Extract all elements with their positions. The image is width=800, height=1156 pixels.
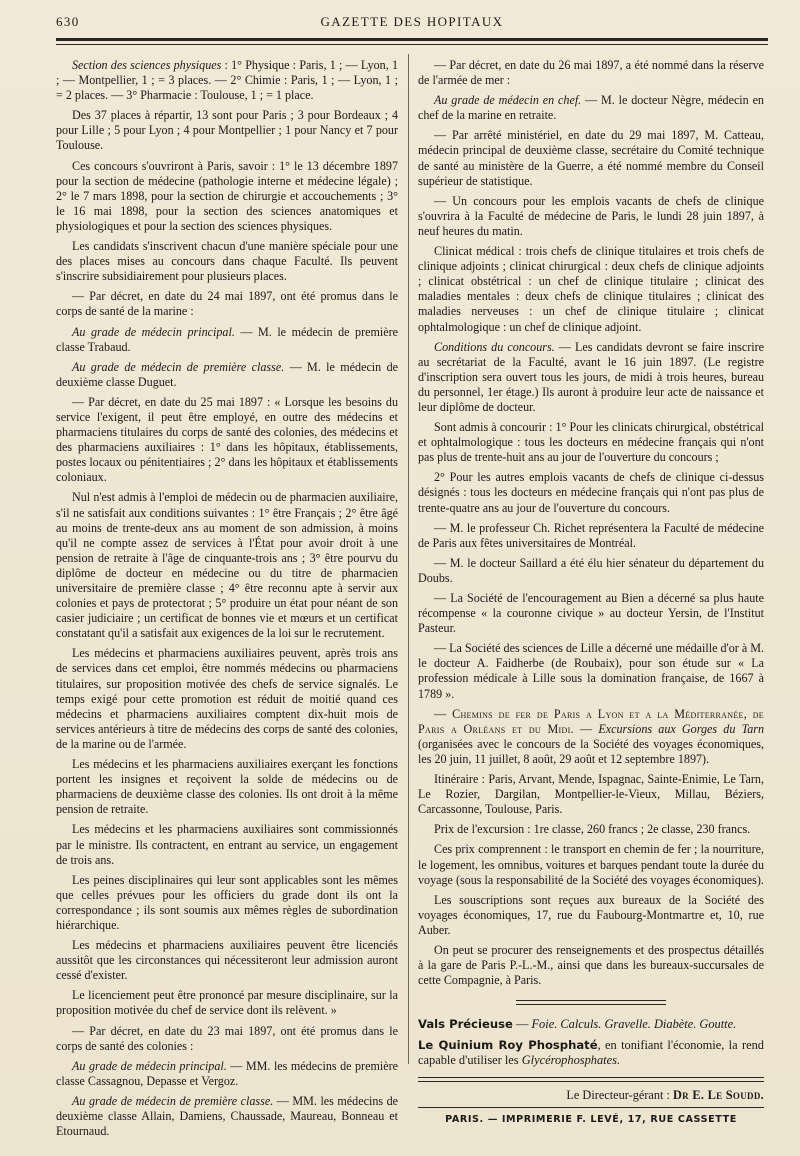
ad-line (418, 1038, 764, 1069)
page-number: 630 (56, 14, 80, 29)
paragraph: Les médecins et les pharmaciens auxiliaires sont commissionnés par le ministre. Ils contractent, en entrant au service, un engagement de trois ans. (56, 822, 398, 867)
grade-label: Au grade de médecin en chef. (434, 93, 582, 108)
paragraph (418, 340, 764, 415)
paragraph: — Par décret, en date du 23 mai 1897, ont été promus dans le corps de santé des colonies : (56, 1023, 398, 1053)
column-divider (408, 54, 409, 1064)
paragraph (56, 1059, 398, 1089)
paragraph-text: — Les candidats devront se faire inscrire au secrétariat de la Faculté, avant le 16 juin 1897. (Le registre d'inscription sera ouvert tous les jours, de midi à trois heures, bureau du personnel, 1er étage.) Ils auront à produire leur acte de naissance et leur diplôme de docteur. (418, 339, 764, 414)
grade-label: Au grade de médecin principal. (72, 324, 235, 339)
paragraph: On peut se procurer des renseignements et des prospectus détaillés à la gare de Paris P.-L.-M., ainsi que dans les bureaux-succursales de cette Compagnie, à Paris. (418, 942, 764, 988)
paragraph-text: — M. le docteur Nègre, médecin en chef de la marine en retraite. (418, 93, 764, 123)
printer-imprint: PARIS. — IMPRIMERIE F. LEVÉ, 17, RUE CASSETTE (445, 1114, 737, 1126)
paragraph-text: — MM. les médecins de deuxième classe Allain, Damiens, Chaussade, Maureau, Bonneau et Etournaud. (56, 1093, 399, 1139)
ad-line: Vals Précieuse — Foie. Calculs. Gravelle. Diabète. Goutte. (418, 1017, 737, 1032)
page-header (56, 14, 768, 36)
paragraph: — Un concours pour les emplois vacants de chefs de clinique s'ouvrira à la Faculté de médecine de Paris, le lundi 28 juin 1897, à neuf heures du matin. (418, 193, 764, 238)
paragraph: Ces prix comprennent : le transport en chemin de fer ; la nourriture, le logement, les omnibus, voitures et barques pendant toute la durée du voyage (sous la responsabilité de la Société des voyages économiques). (418, 842, 764, 887)
paragraph (418, 93, 764, 123)
paragraph: 2° Pour les autres emplois vacants de chefs de clinique ci-dessus désignés : tous les docteurs en médecine français qui n'ont pas plus de trente-quatre ans au jour de l'ouverture du concours. (418, 470, 764, 515)
railway-label: — Chemins de fer de Paris a Lyon et a la Méditerranée, de Paris a Orléans et du Midi. (418, 706, 764, 736)
paragraph (56, 360, 398, 390)
left-column (56, 58, 398, 1144)
header-rule-thin (56, 44, 768, 45)
paragraph: Itinéraire : Paris, Arvant, Mende, Ispagnac, Sainte-Enimie, Le Tarn, Le Rozier, Dargilan, Montpellier-le-Vieux, Millau, Béziers, Carcassonne, Toulouse, Paris. (418, 772, 764, 817)
paragraph: Les candidats s'inscrivent chacun d'une manière spéciale pour une des places mises au concours dans chaque Faculté. Ils peuvent s'inscrire subsidiairement pour plusieurs places. (56, 239, 398, 284)
grade-label: Au grade de médecin de première classe. (72, 359, 285, 374)
paragraph: Les médecins et pharmaciens auxiliaires peuvent, après trois ans de services dans cet emploi, être nommés médecins ou pharmaciens titulaires, sur proposition motivée des chefs de service signalés. Le temps exigé pour cette promotion est réduit de moitié quand ces médecins et pharmaciens auxiliaires comptent dix-huit mois de services antérieurs à titre de médecins des corps de santé des colonies, de la marine ou de l'armée. (56, 646, 398, 751)
paragraph: Ces concours s'ouvriront à Paris, savoir : 1° le 13 décembre 1897 pour la section de médecine (pathologie interne et médecine légale) ; 2° le 7 mars 1898, pour la section de chirurgie et accouchements ; 3° le 16 mai 1898, pour la section des sciences anatomiques et physiologiques et pour la section des sciences physiques. (56, 158, 398, 233)
paragraph: Le licenciement peut être prononcé par mesure disciplinaire, sur la proposition motivée du chef de service dont ils relèvent. » (56, 988, 398, 1018)
paragraph: Clinicat médical : trois chefs de clinique titulaires et trois chefs de clinique adjoints ; clinicat chirurgical : deux chefs de clinique adjoints ; clinicat obstétrical : un chef de clinique titulaire ; clinicat des maladies mentales : deux chefs de clinique titulaires ; clinicat des maladies nerveuses : un chef de clinique titulaire ; clinicat ophtalmologique : un chef de clinique adjoint. (418, 244, 764, 334)
grade-label: Au grade de médecin de première classe. (72, 1093, 274, 1108)
paragraph-text: : 1° Physique : Paris, 1 ; — Lyon, 1 ; — Montpellier, 1 ; = 3 places. — 2° Chimie : Paris, 1 ; — Lyon, 1 ; = 2 places. — 3° Pharmacie : Toulouse, 1 ; = 1 place. (56, 58, 398, 103)
paragraph-text: (organisées avec le concours de la Société des voyages économiques, les 20 juin, 11 juillet, 8 août, 29 août et 12 septembre 1897). (418, 736, 764, 766)
paragraph (56, 1094, 398, 1139)
gerant-label: Le Directeur-gérant : (566, 1088, 673, 1103)
conditions-label: Conditions du concours. (434, 339, 555, 354)
footer-rule (418, 1077, 764, 1082)
right-column (418, 58, 764, 1127)
paragraph: — Par arrêté ministériel, en date du 29 mai 1897, M. Catteau, médecin principal de deuxième classe, secrétaire du Comité technique de santé au ministère de la Guerre, a été nommé membre du Conseil supérieur de statistique. (418, 128, 764, 188)
gerant-line (418, 1088, 764, 1103)
paragraph: — M. le professeur Ch. Richet représentera la Faculté de médecine de Paris aux fêtes universitaires de Montréal. (418, 520, 764, 550)
printer-rule (418, 1107, 764, 1108)
paragraph: Des 37 places à répartir, 13 sont pour Paris ; 3 pour Bordeaux ; 4 pour Lille ; 5 pour Lyon ; 4 pour Montpellier ; 1 pour Nancy et 7 pour Toulouse. (56, 108, 398, 153)
paragraph: Prix de l'excursion : 1re classe, 260 francs ; 2e classe, 230 francs. (434, 822, 751, 837)
paragraph (56, 325, 398, 355)
paragraph: Nul n'est admis à l'emploi de médecin ou de pharmacien auxiliaire, s'il ne satisfait aux conditions suivantes : 1° être Français ; 2° être âgé au moins de trente-deux ans au moment de son admission, à moins qu'il ne compte assez de services à l'État pour avoir droit à une pension de retraite à l'âge de cinquante-trois ans ; 3° être pourvu du diplôme de docteur en médecine ou du titre de pharmacien universitaire de première classe ; 4° être reconnu apte à servir aux colonies et pays de protectorat ; 5° produire un état pour néant de son casier judiciaire ; un certificat de bonnes vie et mœurs et un certificat constatant qu'il a satisfait aux exigences de la loi sur le recrutement. (56, 490, 398, 641)
ad-brand: Le Quinium Roy Phosphaté (418, 1037, 598, 1052)
ad-text: , en tonifiant l'économie, la rend capable d'utiliser les (418, 1037, 764, 1068)
paragraph: Les souscriptions sont reçues aux bureaux de la Société des voyages économiques, 17, rue du Faubourg-Montmartre et, 10, rue Auber. (418, 892, 764, 937)
section-label: Section des sciences physiques (72, 58, 222, 72)
running-title: GAZETTE DES HOPITAUX (320, 14, 504, 29)
ad-text: Foie. Calculs. Gravelle. Diabète. Goutte. (531, 1017, 737, 1032)
paragraph: Les peines disciplinaires qui leur sont applicables sont les mêmes que celles prévues pour les officiers du grade dont ils ont la correspondance ; ils sont soumis aux mêmes règles de subordination hiérarchique. (56, 872, 398, 932)
paragraph-text: — M. le médecin de deuxième classe Duguet. (56, 359, 398, 389)
gerant-name: Dr E. Le Soudd. (673, 1088, 764, 1103)
header-rule-thick (56, 38, 768, 41)
ad-brand: Vals Précieuse (418, 1017, 513, 1032)
paragraph: — La Société des sciences de Lille a décerné une médaille d'or à M. le docteur A. Faidherbe (de Roubaix), pour son étude sur « La profession médicale à Lille sous la domination française, de 1667 à 1789 ». (418, 641, 764, 701)
paragraph: — M. le docteur Saillard a été élu hier sénateur du département du Doubs. (418, 555, 764, 585)
paragraph: — Par décret, en date du 26 mai 1897, a été nommé dans la réserve de l'armée de mer : (418, 58, 764, 88)
ad-text-italic: Glycérophosphates. (521, 1053, 621, 1068)
paragraph-text: — MM. les médecins de première classe Cassagnou, Depasse et Vergoz. (56, 1058, 398, 1088)
grade-label: Au grade de médecin principal. (72, 1058, 227, 1073)
section-separator (516, 1000, 666, 1005)
paragraph: — La Société de l'encouragement au Bien a décerné sa plus haute récompense « la couronne civique » au docteur Yersin, de l'Institut Pasteur. (418, 591, 764, 636)
paragraph-text: — M. le médecin de première classe Trabaud. (56, 324, 398, 354)
paragraph: — Chemins de fer de Paris a Lyon et a la Méditerranée, de Paris a Orléans et du Midi. — Excursions aux Gorges du Tarn (organisées avec le concours de la Société des voyages économiques, les 20 juin, 11 juillet, 8 août, 29 août et 12 septembre 1897). (418, 706, 764, 766)
paragraph (56, 58, 398, 103)
excursion-title: Excursions aux Gorges du Tarn (598, 721, 764, 736)
paragraph: Les médecins et les pharmaciens auxiliaires exerçant les fonctions portent les insignes et reçoivent la solde de médecins ou de pharmaciens de deuxième classe des colonies. Ils ont droit à la même pension de retraite. (56, 757, 398, 817)
paragraph: Les médecins et pharmaciens auxiliaires peuvent être licenciés aussitôt que les circonstances qui nécessiteront leur admission auront cessé d'exister. (56, 938, 398, 983)
advertisement (418, 1017, 764, 1069)
paragraph: — Par décret, en date du 25 mai 1897 : « Lorsque les besoins du service l'exigent, il peut être employé, en outre des médecins et pharmaciens titulaires du corps de santé des colonies, des médecins et des pharmaciens auxiliaires : 1° dans les hôpitaux, établissements, postes locaux ou pénitentiaires ; 2° dans les hôpitaux et établissements coloniaux. (56, 394, 398, 485)
paragraph: Sont admis à concourir : 1° Pour les clinicats chirurgical, obstétrical et ophtalmologique : tous les docteurs en médecine français qui n'ont pas plus de trente-huit ans au jour de l'ouverture du concours ; (418, 420, 764, 465)
paragraph: — Par décret, en date du 24 mai 1897, ont été promus dans le corps de santé de la marine : (56, 289, 398, 319)
